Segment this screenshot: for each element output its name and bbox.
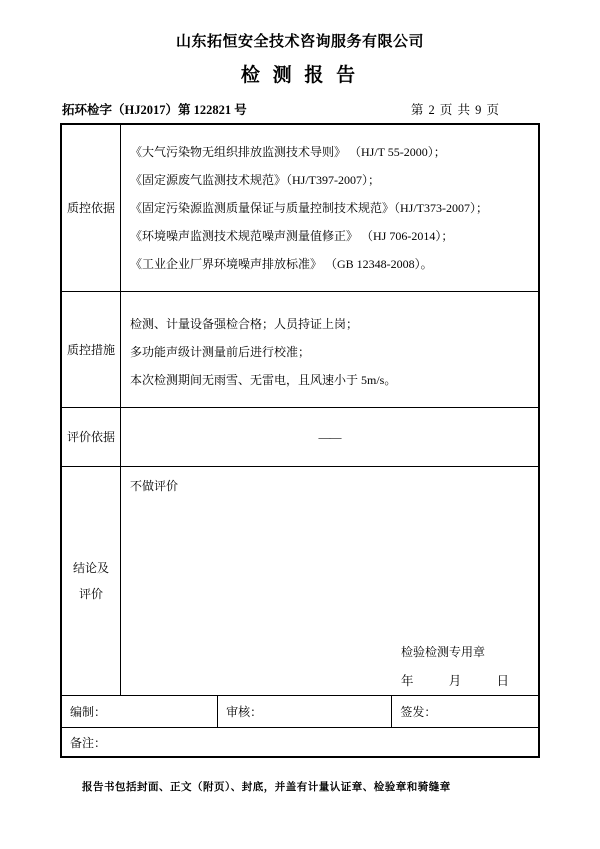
eval-basis-label <box>62 408 121 466</box>
conclusion-text: 不做评价 <box>130 479 179 493</box>
footer-note: 报告书包括封面、正文（附页）、封底，并盖有计量认证章、检验章和骑缝章 <box>82 782 451 793</box>
remarks-row <box>62 728 538 756</box>
issued-cell <box>392 696 538 727</box>
prepared-cell <box>62 696 218 727</box>
qc-basis-line: 《固定污染源监测质量保证与质量控制技术规范》（HJ/T373-2007）； <box>130 201 488 215</box>
remarks-label: 备注： <box>70 735 107 750</box>
row-label-text: 质控依据 <box>66 201 115 215</box>
report-title: 检 测 报 告 <box>240 65 360 86</box>
qc-basis-row <box>62 125 538 292</box>
qc-measures-row <box>62 292 538 408</box>
qc-measures-content <box>121 292 538 407</box>
day-label: 日 <box>496 674 509 688</box>
eval-basis-content <box>121 408 538 466</box>
reviewed-cell <box>218 696 392 727</box>
qc-measures-line: 检测、计量设备强检合格；人员持证上岗； <box>130 317 359 331</box>
company-name: 山东拓恒安全技术咨询服务有限公司 <box>175 34 424 50</box>
doc-info-bar <box>62 100 500 118</box>
stamp-label: 检验检测专用章 <box>400 645 485 659</box>
qc-basis-line: 《工业企业厂界环境噪声排放标准》 （GB 12348-2008）。 <box>130 257 433 271</box>
qc-measures-line: 多功能声级计测量前后进行校准； <box>130 345 311 359</box>
year-label: 年 <box>401 674 414 688</box>
qc-basis-line: 《大气污染物无组织排放监测技术导则》 （HJ/T 55-2000）； <box>130 145 446 159</box>
month-label: 月 <box>448 674 462 688</box>
stamp-sign-block <box>377 643 509 689</box>
date-line <box>377 671 509 689</box>
eval-basis-value: —— <box>318 429 341 444</box>
qc-measures-label <box>62 292 121 407</box>
issued-label: 签发： <box>400 705 437 719</box>
qc-basis-content <box>121 125 538 291</box>
qc-basis-label <box>62 125 121 291</box>
reviewed-label: 审核： <box>226 705 263 719</box>
row-label-text: 评价 <box>78 587 103 601</box>
row-label-text: 质控措施 <box>66 342 115 357</box>
qc-basis-line: 《环境噪声监测技术规范噪声测量值修正》 （HJ 706-2014）； <box>130 229 454 243</box>
qc-basis-line: 《固定源废气监测技术规范》（HJ/T397-2007）； <box>130 173 380 187</box>
row-label-text: 结论及 <box>72 561 109 575</box>
prepared-label: 编制： <box>70 705 107 719</box>
page-indicator: 第 2 页 共 9 页 <box>410 103 500 117</box>
signature-row <box>62 696 538 728</box>
doc-number: 拓环检字（HJ2017）第 122821 号 <box>62 103 247 117</box>
conclusion-content <box>121 467 538 695</box>
qc-measures-line: 本次检测期间无雨雪、无雷电，且风速小于 5m/s。 <box>130 373 397 387</box>
conclusion-label <box>62 467 121 695</box>
row-label-text: 评价依据 <box>66 430 115 444</box>
eval-basis-row <box>62 408 538 467</box>
report-table <box>60 123 540 758</box>
conclusion-row <box>62 467 538 696</box>
remarks-cell <box>62 728 538 756</box>
